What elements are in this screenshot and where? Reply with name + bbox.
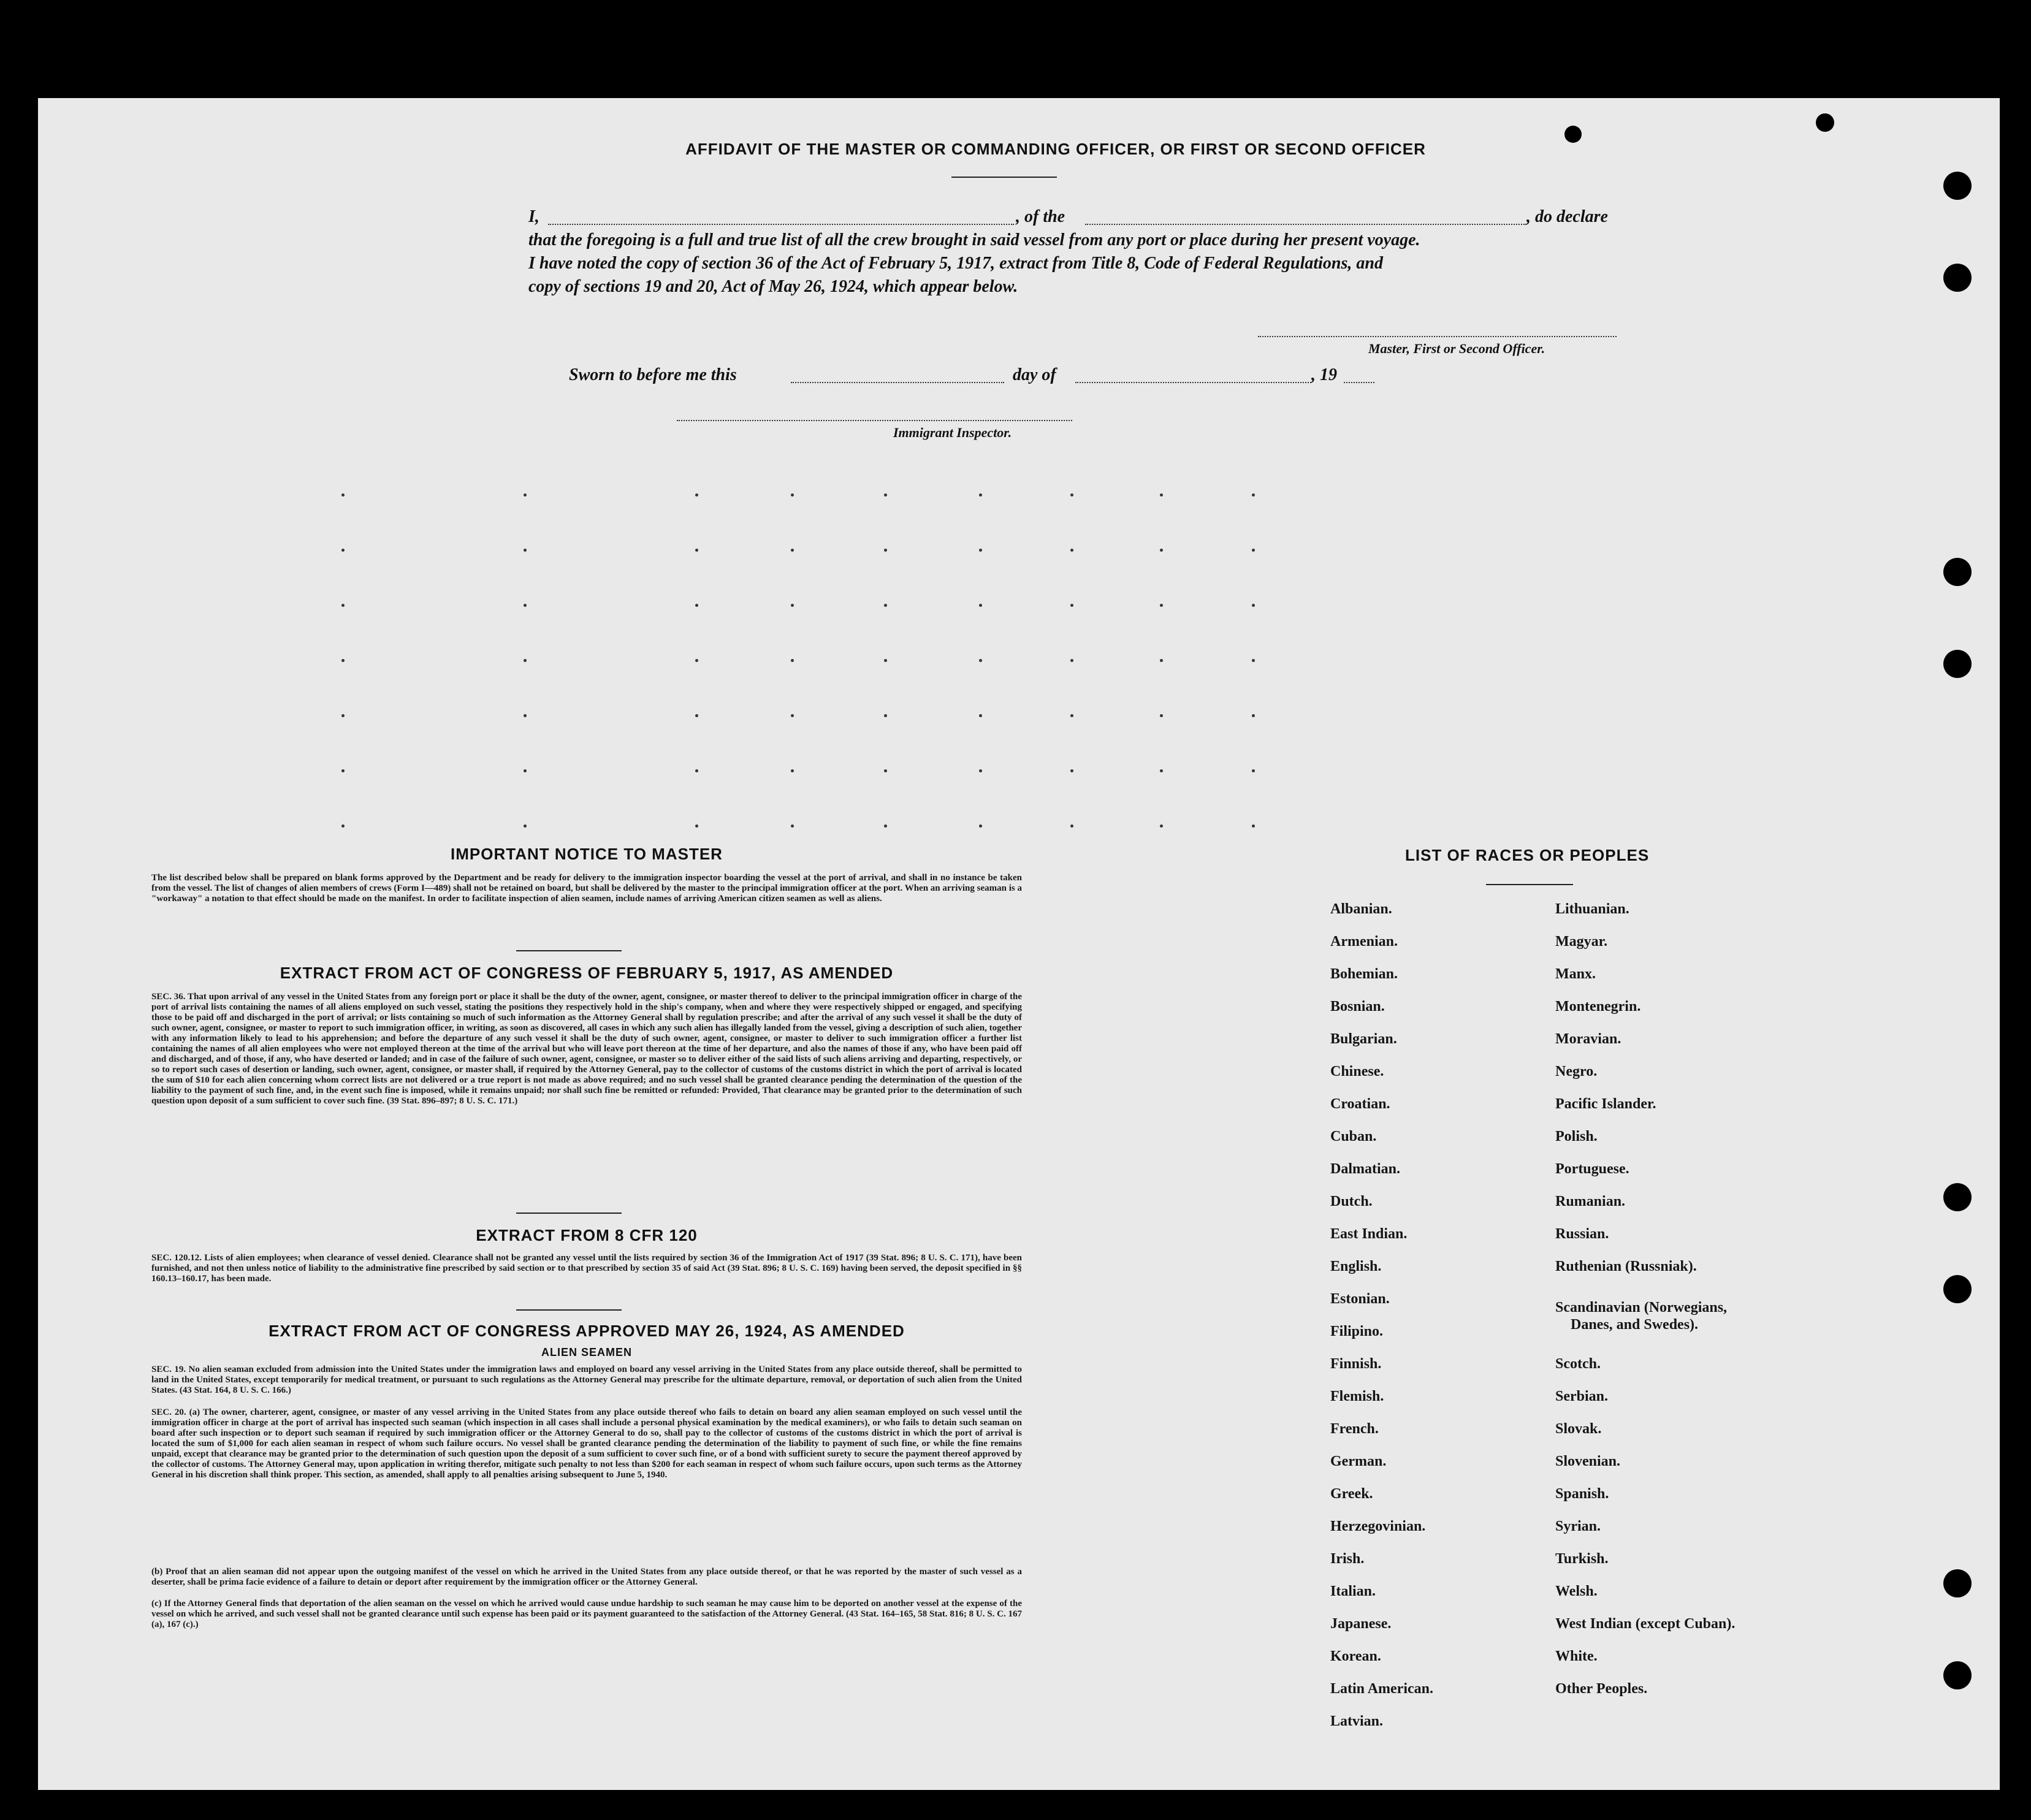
i-label: I, xyxy=(528,207,539,226)
race-item: Croatian. xyxy=(1330,1096,1390,1112)
divider xyxy=(516,1213,622,1214)
sworn-month-field[interactable] xyxy=(1075,382,1311,383)
race-item: Bosnian. xyxy=(1330,999,1385,1015)
race-item: Irish. xyxy=(1330,1551,1365,1567)
ink-blot xyxy=(1564,126,1582,143)
race-item: German. xyxy=(1330,1453,1387,1469)
affidavit-title: AFFIDAVIT OF THE MASTER OR COMMANDING OFFICER, OR FIRST OR SECOND OFFICER xyxy=(685,140,1426,158)
race-item: Latvian. xyxy=(1330,1713,1384,1729)
name-field[interactable] xyxy=(548,224,1014,225)
race-item: Welsh. xyxy=(1555,1583,1598,1599)
race-item: Dutch. xyxy=(1330,1194,1373,1209)
race-item: Japanese. xyxy=(1330,1616,1392,1632)
punch-hole xyxy=(1943,558,1972,586)
race-item: Armenian. xyxy=(1330,934,1398,950)
extract-1924-sec20a: SEC. 20. (a) The owner, charterer, agent, consignee, or master of any vessel arriving in the United States from any place outside thereof who fails to detain on board any alien seaman employed on such vessel until the immigration officer in charge at the port of arrival has inspected such seaman (which inspection in all cases shall include a personal physical examination by the medical examiners), or who fails to detain such seaman on board after such inspection or to deport such seaman if required by such immigration officer or the Attorney General to do so, shall pay to the collector of customs of the customs district in which the port of arrival is located the sum of $1,000 for each alien seaman in respect of whom such failure occurs. No vessel shall be granted clearance pending the determination of the liability to payment of such fine, or while the fine remains unpaid, except that clearance may be granted prior to the determination of such question upon the deposit of a sum sufficient to cover such fine, or of a bond with sufficient surety to secure the payment thereof approved by the collector of customs. The Attorney General may, upon application in writing therefor, mitigate such penalty to not less than $200 for each seaman in respect of whom such failure occurs, upon such terms as the Attorney General in his discretion shall think proper. This section, as amended, shall apply to all penalties arising subsequent to June 5, 1940. xyxy=(151,1407,1022,1480)
race-item: Pacific Islander. xyxy=(1555,1096,1656,1112)
punch-hole xyxy=(1943,1275,1972,1303)
extract-1924-subtitle: ALIEN SEAMEN xyxy=(541,1346,632,1358)
day-of-label: day of xyxy=(1013,365,1056,384)
race-item: Other Peoples. xyxy=(1555,1681,1648,1697)
sworn-year-field[interactable] xyxy=(1344,382,1374,383)
vessel-field[interactable] xyxy=(1085,224,1526,225)
divider xyxy=(951,177,1057,178)
extract-cfr-text: SEC. 120.12. Lists of alien employees; when clearance of vessel denied. Clearance shall not be granted any vessel until the lists required by section 36 of the Immigration Act of 1917 (39 Stat. 896; 8 U. S. C. 171), have been furnished, and not then unless notice of liability to the administrative fine prescribed by said section or to that prescribed by section 35 of said Act (39 Stat. 896; 8 U. S. C. 169) having been served, the deposit specified in §§ 160.13–160.17, has been made. xyxy=(151,1253,1022,1284)
inspector-caption: Immigrant Inspector. xyxy=(893,425,1012,440)
race-item: Danes, and Swedes). xyxy=(1571,1317,1699,1333)
race-item: Finnish. xyxy=(1330,1356,1382,1372)
race-item: East Indian. xyxy=(1330,1226,1408,1242)
race-item: Rumanian. xyxy=(1555,1194,1626,1209)
punch-hole xyxy=(1943,1661,1972,1689)
affidavit-line-3: I have noted the copy of section 36 of the Act of February 5, 1917, extract from Title 8, Code of Federal Regulations, and xyxy=(528,254,1383,273)
divider xyxy=(516,950,622,951)
race-item: Greek. xyxy=(1330,1486,1373,1502)
race-item: Magyar. xyxy=(1555,934,1608,950)
race-item: Lithuanian. xyxy=(1555,901,1629,917)
affidavit-line-2: that the foregoing is a full and true list of all the crew brought in said vessel from any port or place during her present voyage. xyxy=(528,230,1420,249)
race-item: Korean. xyxy=(1330,1648,1381,1664)
divider xyxy=(1486,884,1573,885)
sworn-label: Sworn to before me this xyxy=(569,365,737,384)
race-item: English. xyxy=(1330,1258,1382,1274)
race-item: Serbian. xyxy=(1555,1388,1609,1404)
race-item: Albanian. xyxy=(1330,901,1392,917)
extract-cfr-title: EXTRACT FROM 8 CFR 120 xyxy=(476,1226,698,1244)
race-item: Slovak. xyxy=(1555,1421,1602,1437)
extract-1924-sec19: SEC. 19. No alien seaman excluded from admission into the United States under the immigration laws and employed on board any vessel arriving in the United States from any place outside thereof, shall be permitted to land in the United States, except temporarily for medical treatment, or pursuant to such regulations as the Attorney General may prescribe for the ultimate departure, removal, or deportation of such alien from the United States. (43 Stat. 164, 8 U. S. C. 166.) xyxy=(151,1365,1022,1395)
race-item: Portuguese. xyxy=(1555,1161,1629,1177)
punch-hole xyxy=(1943,650,1972,678)
race-item: Chinese. xyxy=(1330,1064,1384,1079)
punch-hole xyxy=(1943,264,1972,292)
race-item: Manx. xyxy=(1555,966,1596,982)
race-item: Russian. xyxy=(1555,1226,1609,1242)
ink-blot xyxy=(1816,113,1834,132)
race-item: Italian. xyxy=(1330,1583,1376,1599)
race-item: West Indian (except Cuban). xyxy=(1555,1616,1736,1632)
do-declare-label: , do declare xyxy=(1526,207,1608,226)
extract-1924-sec20b: (b) Proof that an alien seaman did not appear upon the outgoing manifest of the vessel on which he arrived in the United States from any place outside thereof, or that he was reported by the master of such vessel as a deserter, shall be prima facie evidence of a failure to detain or deport after requirement by the immigration officer or the Attorney General. xyxy=(151,1567,1022,1587)
form-sheet xyxy=(38,98,2000,1790)
extract-1924-title: EXTRACT FROM ACT OF CONGRESS APPROVED MAY 26, 1924, AS AMENDED xyxy=(269,1322,905,1340)
race-item: Latin American. xyxy=(1330,1681,1433,1697)
race-item: Slovenian. xyxy=(1555,1453,1621,1469)
race-item: Flemish. xyxy=(1330,1388,1384,1404)
race-item: Scandinavian (Norwegians, xyxy=(1555,1300,1728,1316)
race-item: Syrian. xyxy=(1555,1518,1601,1534)
race-item: Herzegovinian. xyxy=(1330,1518,1426,1534)
inspector-signature-field[interactable] xyxy=(677,420,1072,421)
race-item: Filipino. xyxy=(1330,1323,1384,1339)
race-item: Scotch. xyxy=(1555,1356,1601,1372)
extract-1917-title: EXTRACT FROM ACT OF CONGRESS OF FEBRUARY 5, 1917, AS AMENDED xyxy=(280,964,894,982)
extract-1924-sec20c: (c) If the Attorney General finds that deportation of the alien seaman on the vessel on which he arrived would cause undue hardship to such seaman he may cause him to be deported on another vessel at the expense of the vessel on which he arrived, and such vessel shall not be granted clearance until such expense has been paid or its payment guaranteed to the satisfaction of the Attorney General. (43 Stat. 164–165, 58 Stat. 816; 8 U. S. C. 167 (a), 167 (c).) xyxy=(151,1599,1022,1629)
race-item: Polish. xyxy=(1555,1129,1598,1144)
of-the-label: , of the xyxy=(1016,207,1065,226)
race-item: White. xyxy=(1555,1648,1598,1664)
year-label: , 19 xyxy=(1311,365,1337,384)
race-item: Spanish. xyxy=(1555,1486,1609,1502)
race-item: French. xyxy=(1330,1421,1379,1437)
race-item: Turkish. xyxy=(1555,1551,1609,1567)
race-item: Estonian. xyxy=(1330,1291,1390,1307)
notice-text: The list described below shall be prepared on blank forms approved by the Department and be ready for delivery to the immigration inspector boarding the vessel at the port of arrival, and shall in no instance be taken from the vessel. The list of changes of alien members of crews (Form I—489) shall not be retained on board, but shall be delivered by the master to the principal immigration officer at the port. When an arriving seaman is a "workaway" a notation to that effect should be made on the manifest. In order to facilitate inspection of alien seamen, include names of arriving American citizen seamen as well as aliens. xyxy=(151,873,1022,904)
race-item: Ruthenian (Russniak). xyxy=(1555,1258,1697,1274)
punch-hole xyxy=(1943,1183,1972,1211)
punch-hole xyxy=(1943,1569,1972,1597)
races-title: LIST OF RACES OR PEOPLES xyxy=(1405,846,1650,864)
race-item: Bohemian. xyxy=(1330,966,1398,982)
race-item: Dalmatian. xyxy=(1330,1161,1400,1177)
master-signature-caption: Master, First or Second Officer. xyxy=(1368,341,1545,356)
race-item: Montenegrin. xyxy=(1555,999,1641,1015)
sworn-day-field[interactable] xyxy=(791,382,1004,383)
extract-1917-text: SEC. 36. That upon arrival of any vessel in the United States from any foreign port or place it shall be the duty of the owner, agent, consignee, or master thereof to deliver to the principal immigration officer in charge of the port of arrival lists containing the names of all aliens employed on such vessel, stating the positions they respectively hold in the ship's company, when and where they were respectively shipped or engaged, and specifying those to be paid off and discharged in the port of arrival; or lists containing so much of such information as the Attorney General shall by regulation prescribe; and after the arrival of any such vessel it shall be the duty of such owner, agent, consignee, or master to report to such immigration officer, in writing, as soon as discovered, all cases in which any such alien has illegally landed from the vessel, giving a description of such alien, together with any information likely to lead to his apprehension; and before the departure of any such vessel it shall be the duty of such owner, agent, consignee, or master to deliver to such immigration officer a further list containing the names of all alien employees who were not employed thereon at the time of the arrival but who will leave port thereon at the time of her departure, and also the names of those if any, who have been paid off and discharged, and of those, if any, who have deserted or landed; and in case of the failure of such owner, agent, consignee, or master so to deliver either of the said lists of such aliens arriving and departing, respectively, or so to report such cases of desertion or landing, such owner, agent, consignee, or master shall, if required by the Attorney General, pay to the collector of customs of the customs district in which the port of arrival is located the sum of $10 for each alien concerning whom correct lists are not delivered or a true report is not made as above required; and no such vessel shall be granted clearance pending the determination of the question of the liability to the payment of such fine, and, in the event such fine is imposed, while it remains unpaid; nor shall such fine be remitted or refunded: Provided, That clearance may be granted prior to the determination of such question upon deposit of a sum sufficient to cover such fine. (39 Stat. 896–897; 8 U. S. C. 171.) xyxy=(151,992,1022,1106)
divider xyxy=(516,1309,622,1311)
master-signature-field[interactable] xyxy=(1258,336,1617,337)
punch-hole xyxy=(1943,172,1972,200)
race-item: Negro. xyxy=(1555,1064,1598,1079)
affidavit-line-4: copy of sections 19 and 20, Act of May 26, 1924, which appear below. xyxy=(528,277,1018,296)
notice-title: IMPORTANT NOTICE TO MASTER xyxy=(451,845,723,863)
race-item: Cuban. xyxy=(1330,1129,1377,1144)
race-item: Bulgarian. xyxy=(1330,1031,1397,1047)
race-item: Moravian. xyxy=(1555,1031,1621,1047)
